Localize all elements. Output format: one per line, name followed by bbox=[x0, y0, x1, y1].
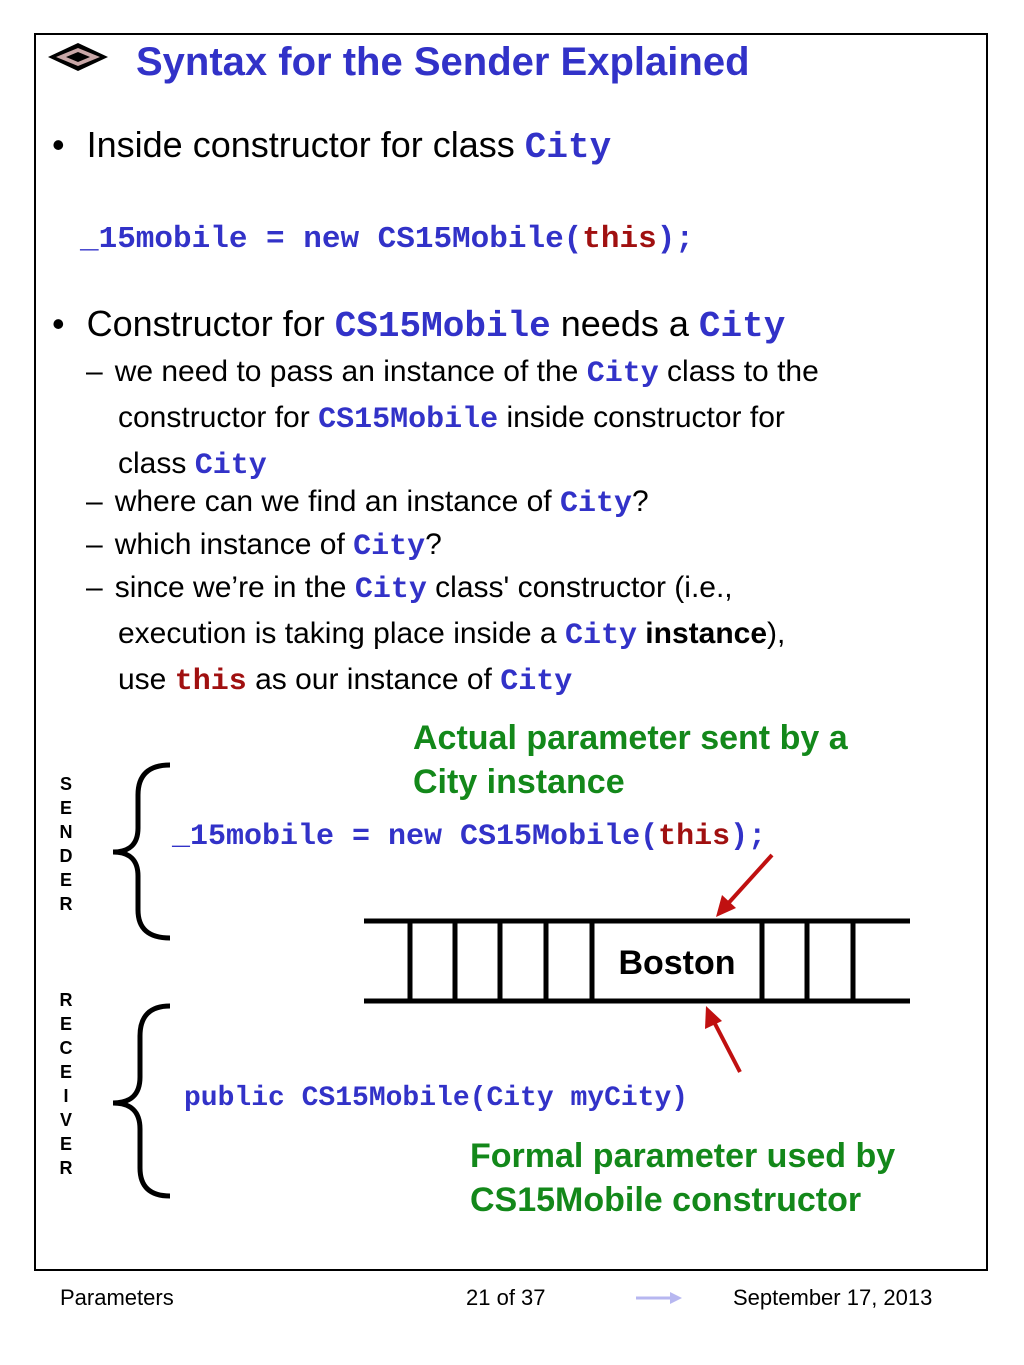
receiver-letter: R bbox=[59, 1158, 73, 1178]
footer-date: September 17, 2013 bbox=[733, 1285, 933, 1310]
bullet-1-text: Inside constructor for class bbox=[86, 124, 525, 165]
receiver-brace bbox=[113, 1006, 170, 1196]
sender-code-pre: _15mobile = new CS15Mobile( bbox=[172, 820, 659, 854]
sub4-l2-bold: instance bbox=[636, 617, 768, 650]
sender-letter: N bbox=[59, 822, 73, 842]
sub4-l3-keyword: this bbox=[174, 665, 247, 699]
sub4-l1-pre: since we’re in the bbox=[114, 571, 355, 604]
receiver-letter: C bbox=[59, 1038, 73, 1058]
sender-letter: D bbox=[59, 846, 73, 866]
sub1-l1-post: class to the bbox=[658, 355, 819, 388]
formal-parameter-label bbox=[470, 1134, 895, 1222]
sender-code-keyword: this bbox=[658, 820, 731, 854]
sender-letter: S bbox=[59, 774, 72, 794]
sender-letter: E bbox=[59, 870, 72, 890]
code-post: ); bbox=[656, 222, 694, 257]
dash: – bbox=[86, 528, 103, 561]
bullet-dot: • bbox=[52, 124, 65, 165]
formal-label-line-2: CS15Mobile constructor bbox=[470, 1181, 862, 1219]
receiver-letter: E bbox=[59, 1134, 72, 1154]
next-arrow-icon bbox=[636, 1292, 682, 1304]
sub1-l3-pre: class bbox=[118, 447, 195, 480]
bullet-2 bbox=[52, 303, 785, 347]
receiver-code: public CS15Mobile(City myCity) bbox=[184, 1083, 689, 1114]
sub1-l1-code: City bbox=[586, 357, 659, 391]
footer-topic: Parameters bbox=[60, 1285, 174, 1310]
formal-arrow-icon bbox=[705, 1006, 740, 1072]
bullet-2-code2: City bbox=[698, 306, 786, 347]
footer-page-number: 21 of 37 bbox=[466, 1285, 546, 1310]
bullet-2-mid: needs a bbox=[550, 303, 699, 344]
sub1-l1-pre: we need to pass an instance of the bbox=[114, 355, 587, 388]
sub-bullet-4 bbox=[86, 566, 785, 704]
sender-code bbox=[172, 820, 766, 854]
sender-brace bbox=[113, 765, 170, 938]
bullet-1-code: City bbox=[524, 127, 612, 168]
sub1-l2-pre: constructor for bbox=[118, 401, 319, 434]
code-pre: _15mobile = new CS15Mobile( bbox=[80, 222, 583, 257]
diamond-bullet-icon bbox=[48, 43, 108, 71]
sub4-l3-code: City bbox=[500, 665, 573, 699]
sub3-code: City bbox=[353, 530, 426, 564]
sub-bullet-1 bbox=[86, 350, 819, 488]
bullet-dot: • bbox=[52, 303, 65, 344]
bullet-2-pre: Constructor for bbox=[86, 303, 335, 344]
receiver-letter: R bbox=[59, 990, 73, 1010]
sub4-l1-post: class' constructor (i.e., bbox=[426, 571, 733, 604]
sub-bullet-2 bbox=[86, 480, 649, 526]
boston-cell-label: Boston bbox=[618, 944, 736, 982]
sender-letter: E bbox=[59, 798, 72, 818]
sender-code-post: ); bbox=[730, 820, 767, 854]
sub1-l2-code: CS15Mobile bbox=[318, 403, 499, 437]
sub4-l2-code: City bbox=[564, 619, 637, 653]
sender-letter: R bbox=[59, 894, 73, 914]
actual-parameter-label bbox=[413, 716, 848, 804]
sub2-post: ? bbox=[631, 485, 649, 518]
code-keyword: this bbox=[582, 222, 657, 257]
receiver-letter: E bbox=[59, 1062, 72, 1082]
sub1-l2-post: inside constructor for bbox=[498, 401, 785, 434]
sub3-post: ? bbox=[425, 528, 442, 561]
receiver-vertical-label bbox=[56, 988, 76, 1180]
sub2-pre: where can we find an instance of bbox=[114, 485, 560, 518]
sub4-l1-code: City bbox=[354, 573, 427, 607]
constructor-code-line bbox=[80, 222, 694, 257]
dash: – bbox=[86, 485, 103, 518]
sub4-l2-pre: execution is taking place inside a bbox=[118, 617, 565, 650]
sub4-l2-post: ), bbox=[767, 617, 786, 650]
sub4-l3-mid: as our instance of bbox=[246, 663, 501, 696]
actual-label-line-1: Actual parameter sent by a bbox=[413, 719, 848, 757]
bullet-1 bbox=[52, 124, 611, 168]
dash: – bbox=[86, 571, 103, 604]
receiver-letter: I bbox=[63, 1086, 69, 1106]
receiver-letter: V bbox=[59, 1110, 72, 1130]
bullet-2-code1: CS15Mobile bbox=[334, 306, 551, 347]
formal-label-line-1: Formal parameter used by bbox=[470, 1137, 896, 1175]
actual-arrow-icon bbox=[716, 855, 772, 917]
sub3-pre: which instance of bbox=[114, 528, 354, 561]
sub1-l3-code: City bbox=[194, 449, 267, 483]
sender-vertical-label bbox=[56, 772, 76, 916]
sub2-code: City bbox=[559, 487, 632, 521]
sub-bullet-3 bbox=[86, 523, 442, 569]
actual-label-line-2: City instance bbox=[413, 763, 625, 801]
slide-title: Syntax for the Sender Explained bbox=[136, 40, 750, 84]
sub4-l3-pre: use bbox=[118, 663, 175, 696]
receiver-letter: E bbox=[59, 1014, 72, 1034]
dash: – bbox=[86, 355, 103, 388]
